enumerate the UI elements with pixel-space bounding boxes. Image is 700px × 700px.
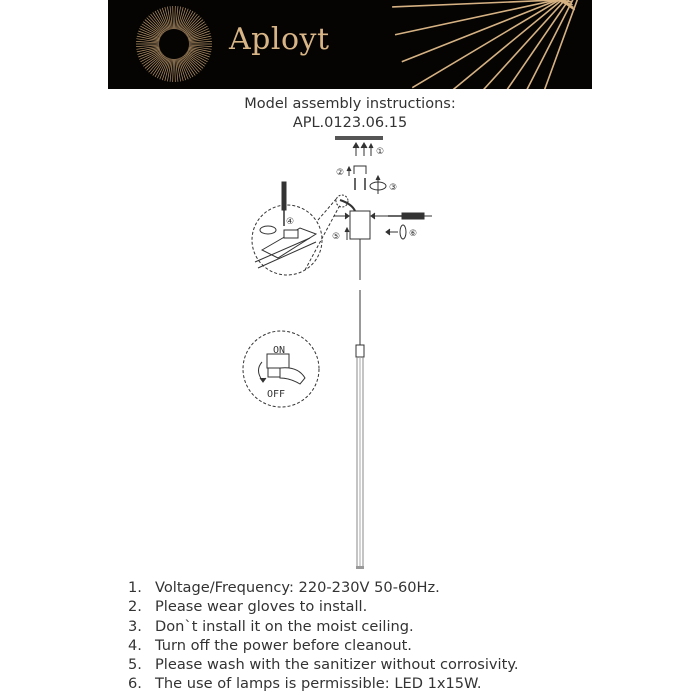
step-3-rotate-icon [370,176,386,194]
step-1-label: ① [376,147,385,157]
screwdriver-icon [282,182,286,210]
instruction-number: 1. [128,579,142,596]
instruction-item [128,655,519,674]
instruction-item [128,597,519,616]
screwdriver-right-icon [402,213,424,219]
step-4-label: ④ [286,217,295,227]
instruction-number: 4. [128,636,142,654]
switch-off-label: OFF [267,389,286,400]
tube-end [356,566,364,569]
instruction-number: 6. [128,675,142,693]
instruction-text: Please wash with the sanitizer without corrosivity. [155,656,519,674]
instruction-text: The use of lamps is permissible: LED 1x15W. [155,675,482,693]
model-number: APL.0123.06.15 [292,115,408,131]
title-line-1: Model assembly instructions: [244,96,456,112]
rotate-icon [260,226,276,234]
instruction-text: Turn off the power before cleanout. [155,636,412,654]
step-5-label: ⑤ [332,232,341,242]
step-2-label: ② [336,168,345,178]
tube-cap [356,345,364,357]
instruction-text: Don`t install it on the moist ceiling. [155,617,414,635]
instruction-item [128,636,519,655]
step-2-bracket [347,166,366,190]
instruction-item [128,674,519,693]
step-4-detail [252,182,340,275]
ceiling-plate [335,136,383,140]
step-6-label: ⑥ [409,229,418,239]
switch-on-label: ON [273,345,286,356]
canopy [350,211,370,239]
instruction-item [128,578,519,597]
instruction-text: Please wear gloves to install. [155,598,368,616]
brand-name: Aployt [229,22,330,57]
instruction-text: Voltage/Frequency: 220-230V 50-60Hz. [155,579,440,596]
step-3-label: ③ [389,183,398,193]
instruction-number: 3. [128,617,142,635]
instruction-number: 2. [128,598,142,616]
step-1-arrows [353,143,373,156]
step-6-ring-icon [400,225,406,239]
instruction-number: 5. [128,656,142,674]
instruction-item [128,617,519,636]
instruction-list [128,578,519,694]
